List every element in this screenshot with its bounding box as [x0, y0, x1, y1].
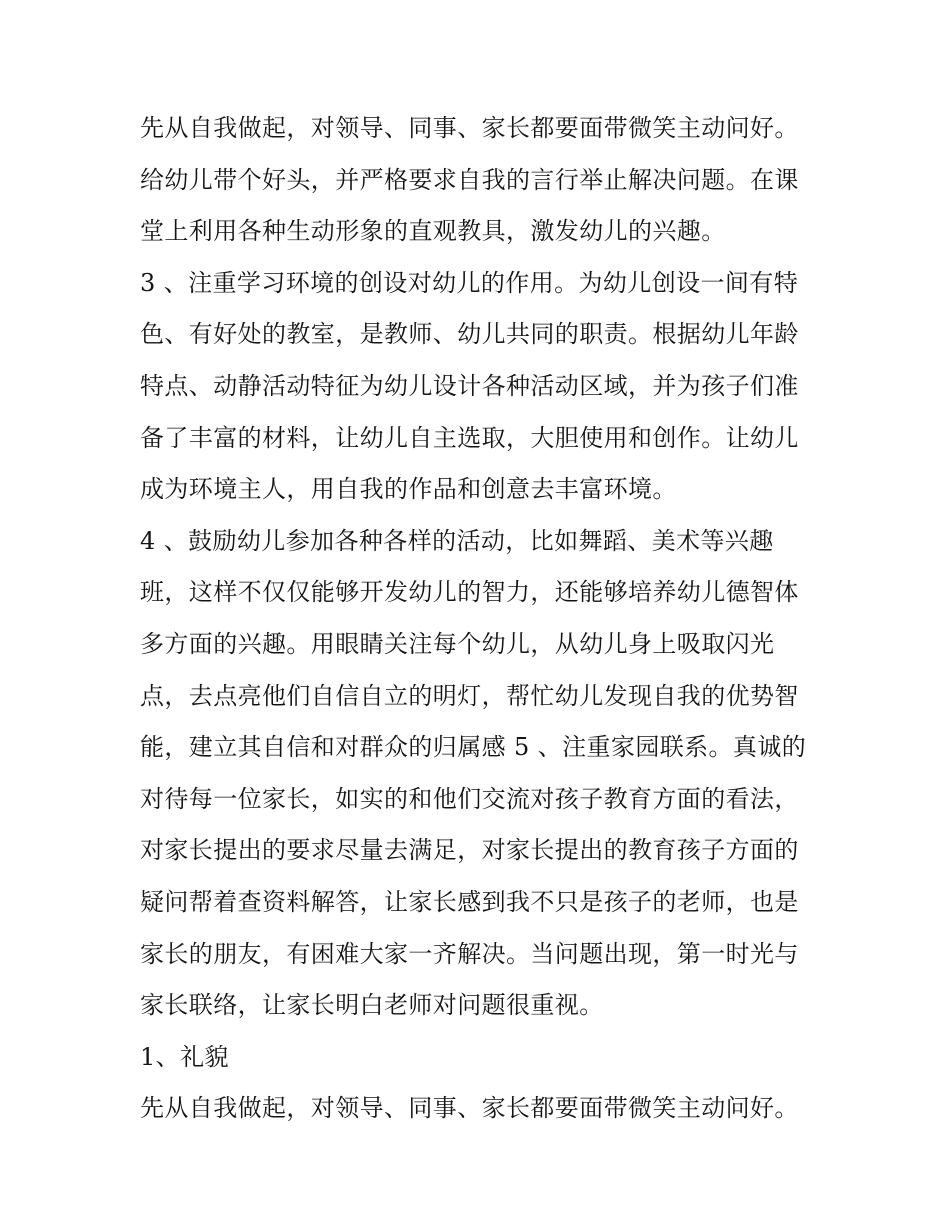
- text-line: 3 、注重学习环境的创设对幼儿的作用。为幼儿创设一间有特: [140, 268, 799, 297]
- text-line: 家长联络，让家长明白老师对问题很重视。: [140, 991, 604, 1020]
- text-line: 4 、鼓励幼儿参加各种各样的活动，比如舞蹈、美术等兴趣: [140, 526, 774, 555]
- text-line: 疑问帮着查资料解答，让家长感到我不只是孩子的老师，也是: [140, 887, 799, 916]
- document-body: [140, 103, 820, 1135]
- text-line: 多方面的兴趣。用眼睛关注每个幼儿，从幼儿身上吸取闪光: [140, 629, 775, 658]
- text-line: 对家长提出的要求尽量去满足，对家长提出的教育孩子方面的: [140, 836, 799, 865]
- text-line: 成为环境主人，用自我的作品和创意去丰富环境。: [140, 475, 677, 504]
- text-line: 先从自我做起，对领导、同事、家长都要面带微笑主动问好。: [140, 1094, 799, 1123]
- section-heading: 1、礼貌: [140, 1042, 229, 1071]
- text-line: 堂上利用各种生动形象的直观教具，激发幼儿的兴趣。: [140, 217, 726, 246]
- text-line: 家长的朋友，有困难大家一齐解决。当问题出现，第一时光与: [140, 939, 799, 968]
- text-line: 给幼儿带个好头，并严格要求自我的言行举止解决问题。在课: [140, 165, 799, 194]
- text-line: 班，这样不仅仅能够开发幼儿的智力，还能够培养幼儿德智体: [140, 578, 799, 607]
- text-line: 色、有好处的教室，是教师、幼儿共同的职责。根据幼儿年龄: [140, 320, 799, 349]
- text-line: 特点、动静活动特征为幼儿设计各种活动区域，并为孩子们准: [140, 371, 799, 400]
- text-line: 点，去点亮他们自信自立的明灯，帮忙幼儿发现自我的优势智: [140, 681, 799, 710]
- text-line: 能，建立其自信和对群众的归属感 5 、注重家园联系。真诚的: [140, 733, 807, 762]
- text-line: 对待每一位家长，如实的和他们交流对孩子教育方面的看法，: [140, 784, 799, 813]
- text-line: 先从自我做起，对领导、同事、家长都要面带微笑主动问好。: [140, 114, 799, 142]
- text-line: 备了丰富的材料，让幼儿自主选取，大胆使用和创作。让幼儿: [140, 423, 799, 452]
